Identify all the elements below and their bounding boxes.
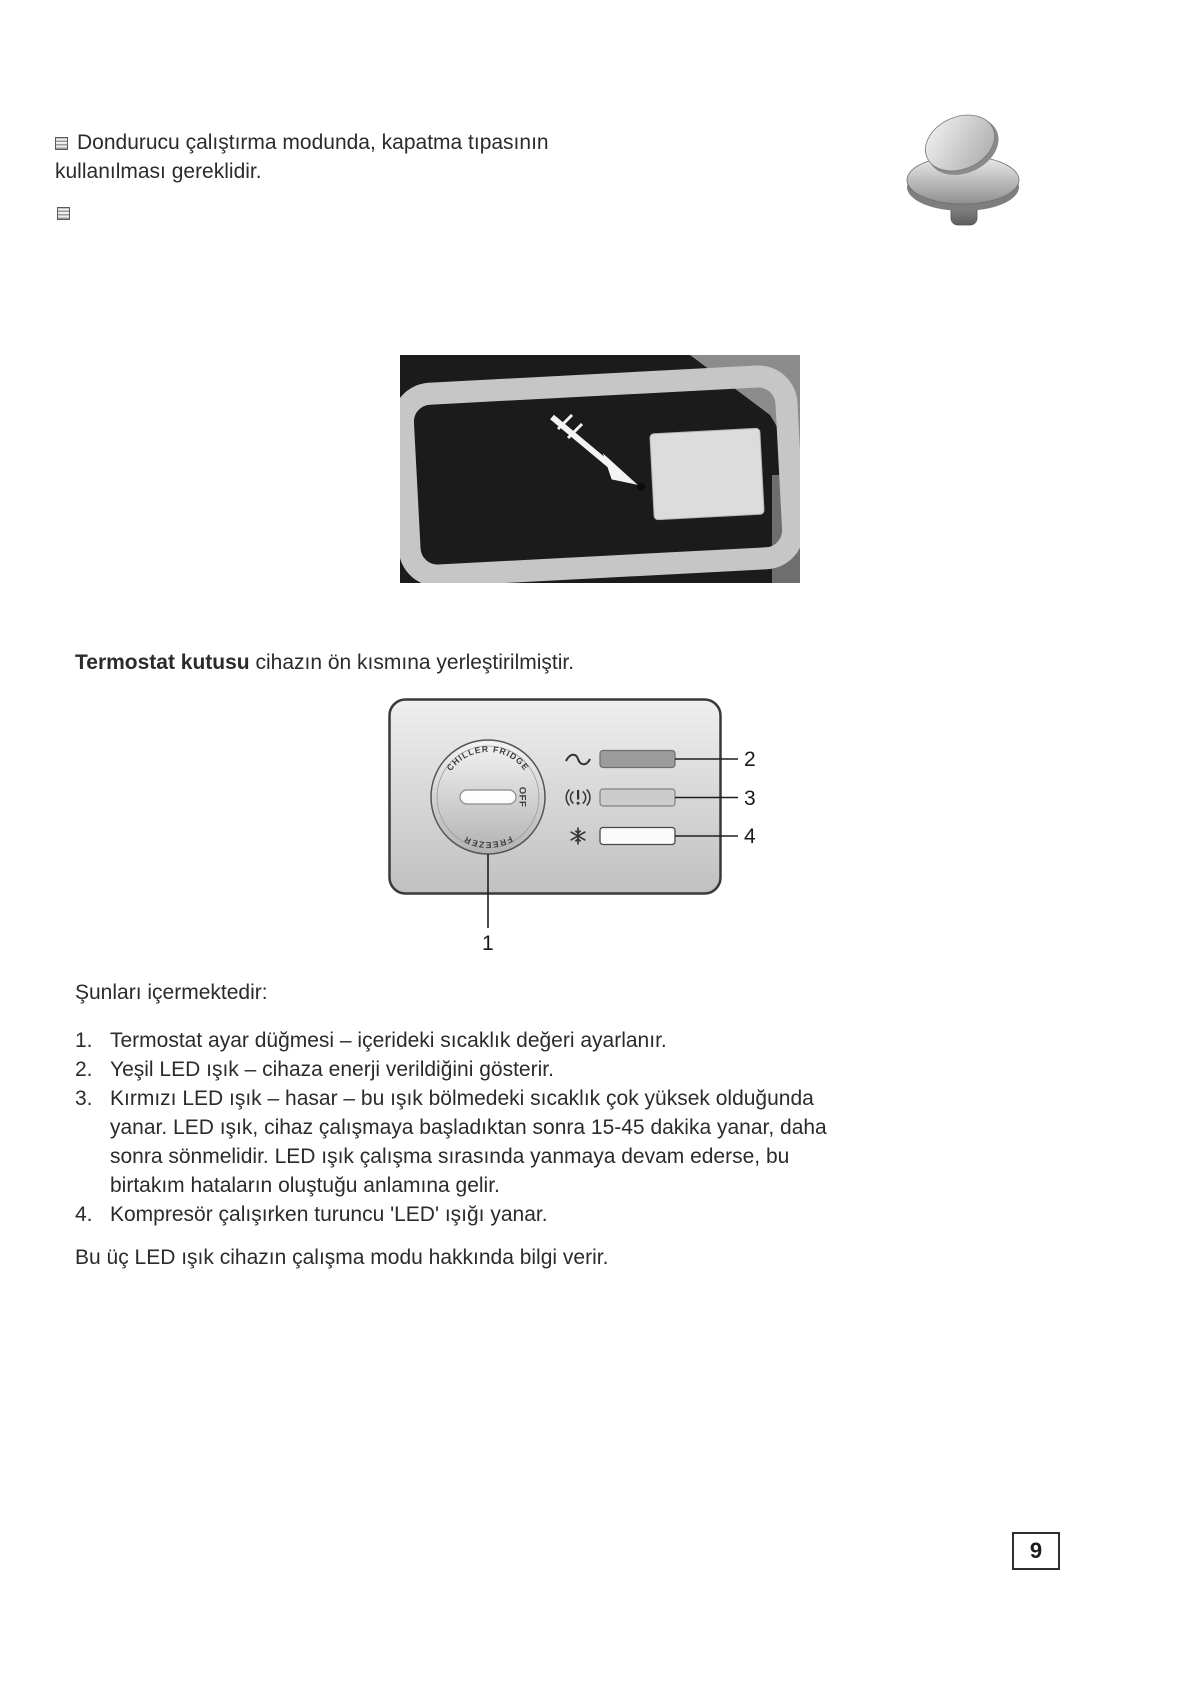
list-item-3 — [75, 1084, 1145, 1200]
contents-list — [75, 1026, 1145, 1229]
list-item-number: 1. — [75, 1029, 93, 1052]
list-item-text: Yeşil LED ışık – cihaza enerji verildiğini gösterir. — [110, 1058, 554, 1081]
list-item-4 — [75, 1200, 1145, 1229]
contents-intro: Şunları içermektedir: — [75, 981, 268, 1004]
list-item-number: 4. — [75, 1203, 93, 1226]
drain-hole — [637, 483, 645, 491]
dial-top-label: CHILLER FRIDGE — [444, 743, 532, 773]
list-item-text: Kırmızı LED ışık – hasar – bu ışık bölmedeki sıcaklık çok yüksek olduğunda — [110, 1087, 814, 1110]
dial-off-label: OFF — [516, 786, 528, 808]
list-item-number: 2. — [75, 1058, 93, 1081]
list-item-1 — [75, 1026, 1145, 1055]
thermostat-dial[interactable] — [431, 740, 545, 854]
freezer-photo — [400, 355, 800, 588]
list-item-number: 3. — [75, 1087, 93, 1110]
bullet-square-icon — [57, 207, 70, 220]
thermostat-heading-rest: cihazın ön kısmına yerleştirilmiştir. — [249, 651, 575, 674]
dial-bottom-label: FREEZER — [461, 834, 515, 851]
freezer-photo-image — [400, 355, 800, 583]
page-number-box — [1012, 1532, 1060, 1570]
list-item-text: Kompresör çalışırken turuncu 'LED' ışığı yanar. — [110, 1203, 548, 1226]
callout-4: 4 — [744, 825, 756, 848]
dial-slot — [460, 790, 516, 804]
closing-plug-illustration — [893, 103, 1033, 243]
list-item-text: yanar. LED ışık, cihaz çalışmaya başladıktan sonra 15-45 dakika yanar, daha — [110, 1116, 827, 1139]
thermostat-heading-bold: Termostat kutusu — [75, 651, 250, 674]
callout-3: 3 — [744, 787, 756, 810]
list-item-text: Termostat ayar düğmesi – içerideki sıcaklık değeri ayarlanır. — [110, 1029, 667, 1052]
lamp-red-led — [600, 789, 675, 806]
evaporator-box — [650, 428, 764, 520]
callout-1: 1 — [482, 932, 494, 955]
bullet-row — [57, 206, 79, 224]
thermostat-panel-figure — [388, 698, 798, 965]
thermostat-panel-diagram — [388, 698, 798, 960]
note-paragraph — [55, 128, 655, 186]
led-info-line: Bu üç LED ışık cihazın çalışma modu hakkında bilgi verir. — [75, 1246, 609, 1269]
page-number: 9 — [1029, 1538, 1043, 1563]
thermostat-heading — [75, 648, 574, 677]
list-item-2 — [75, 1055, 1145, 1084]
note-text: Dondurucu çalıştırma modunda, kapatma tıpasının kullanılması gereklidir. — [55, 131, 549, 183]
callout-2: 2 — [744, 748, 756, 771]
list-item-text: birtakım hataların oluştuğu anlamına gelir. — [110, 1174, 500, 1197]
bullet-square-icon — [55, 137, 68, 150]
lamp-green-led — [600, 751, 675, 768]
knob-image — [893, 103, 1033, 238]
list-item-text: sonra sönmelidir. LED ışık çalışma sırasında yanmaya devam ederse, bu — [110, 1145, 790, 1168]
lamp-orange-led — [600, 828, 675, 845]
